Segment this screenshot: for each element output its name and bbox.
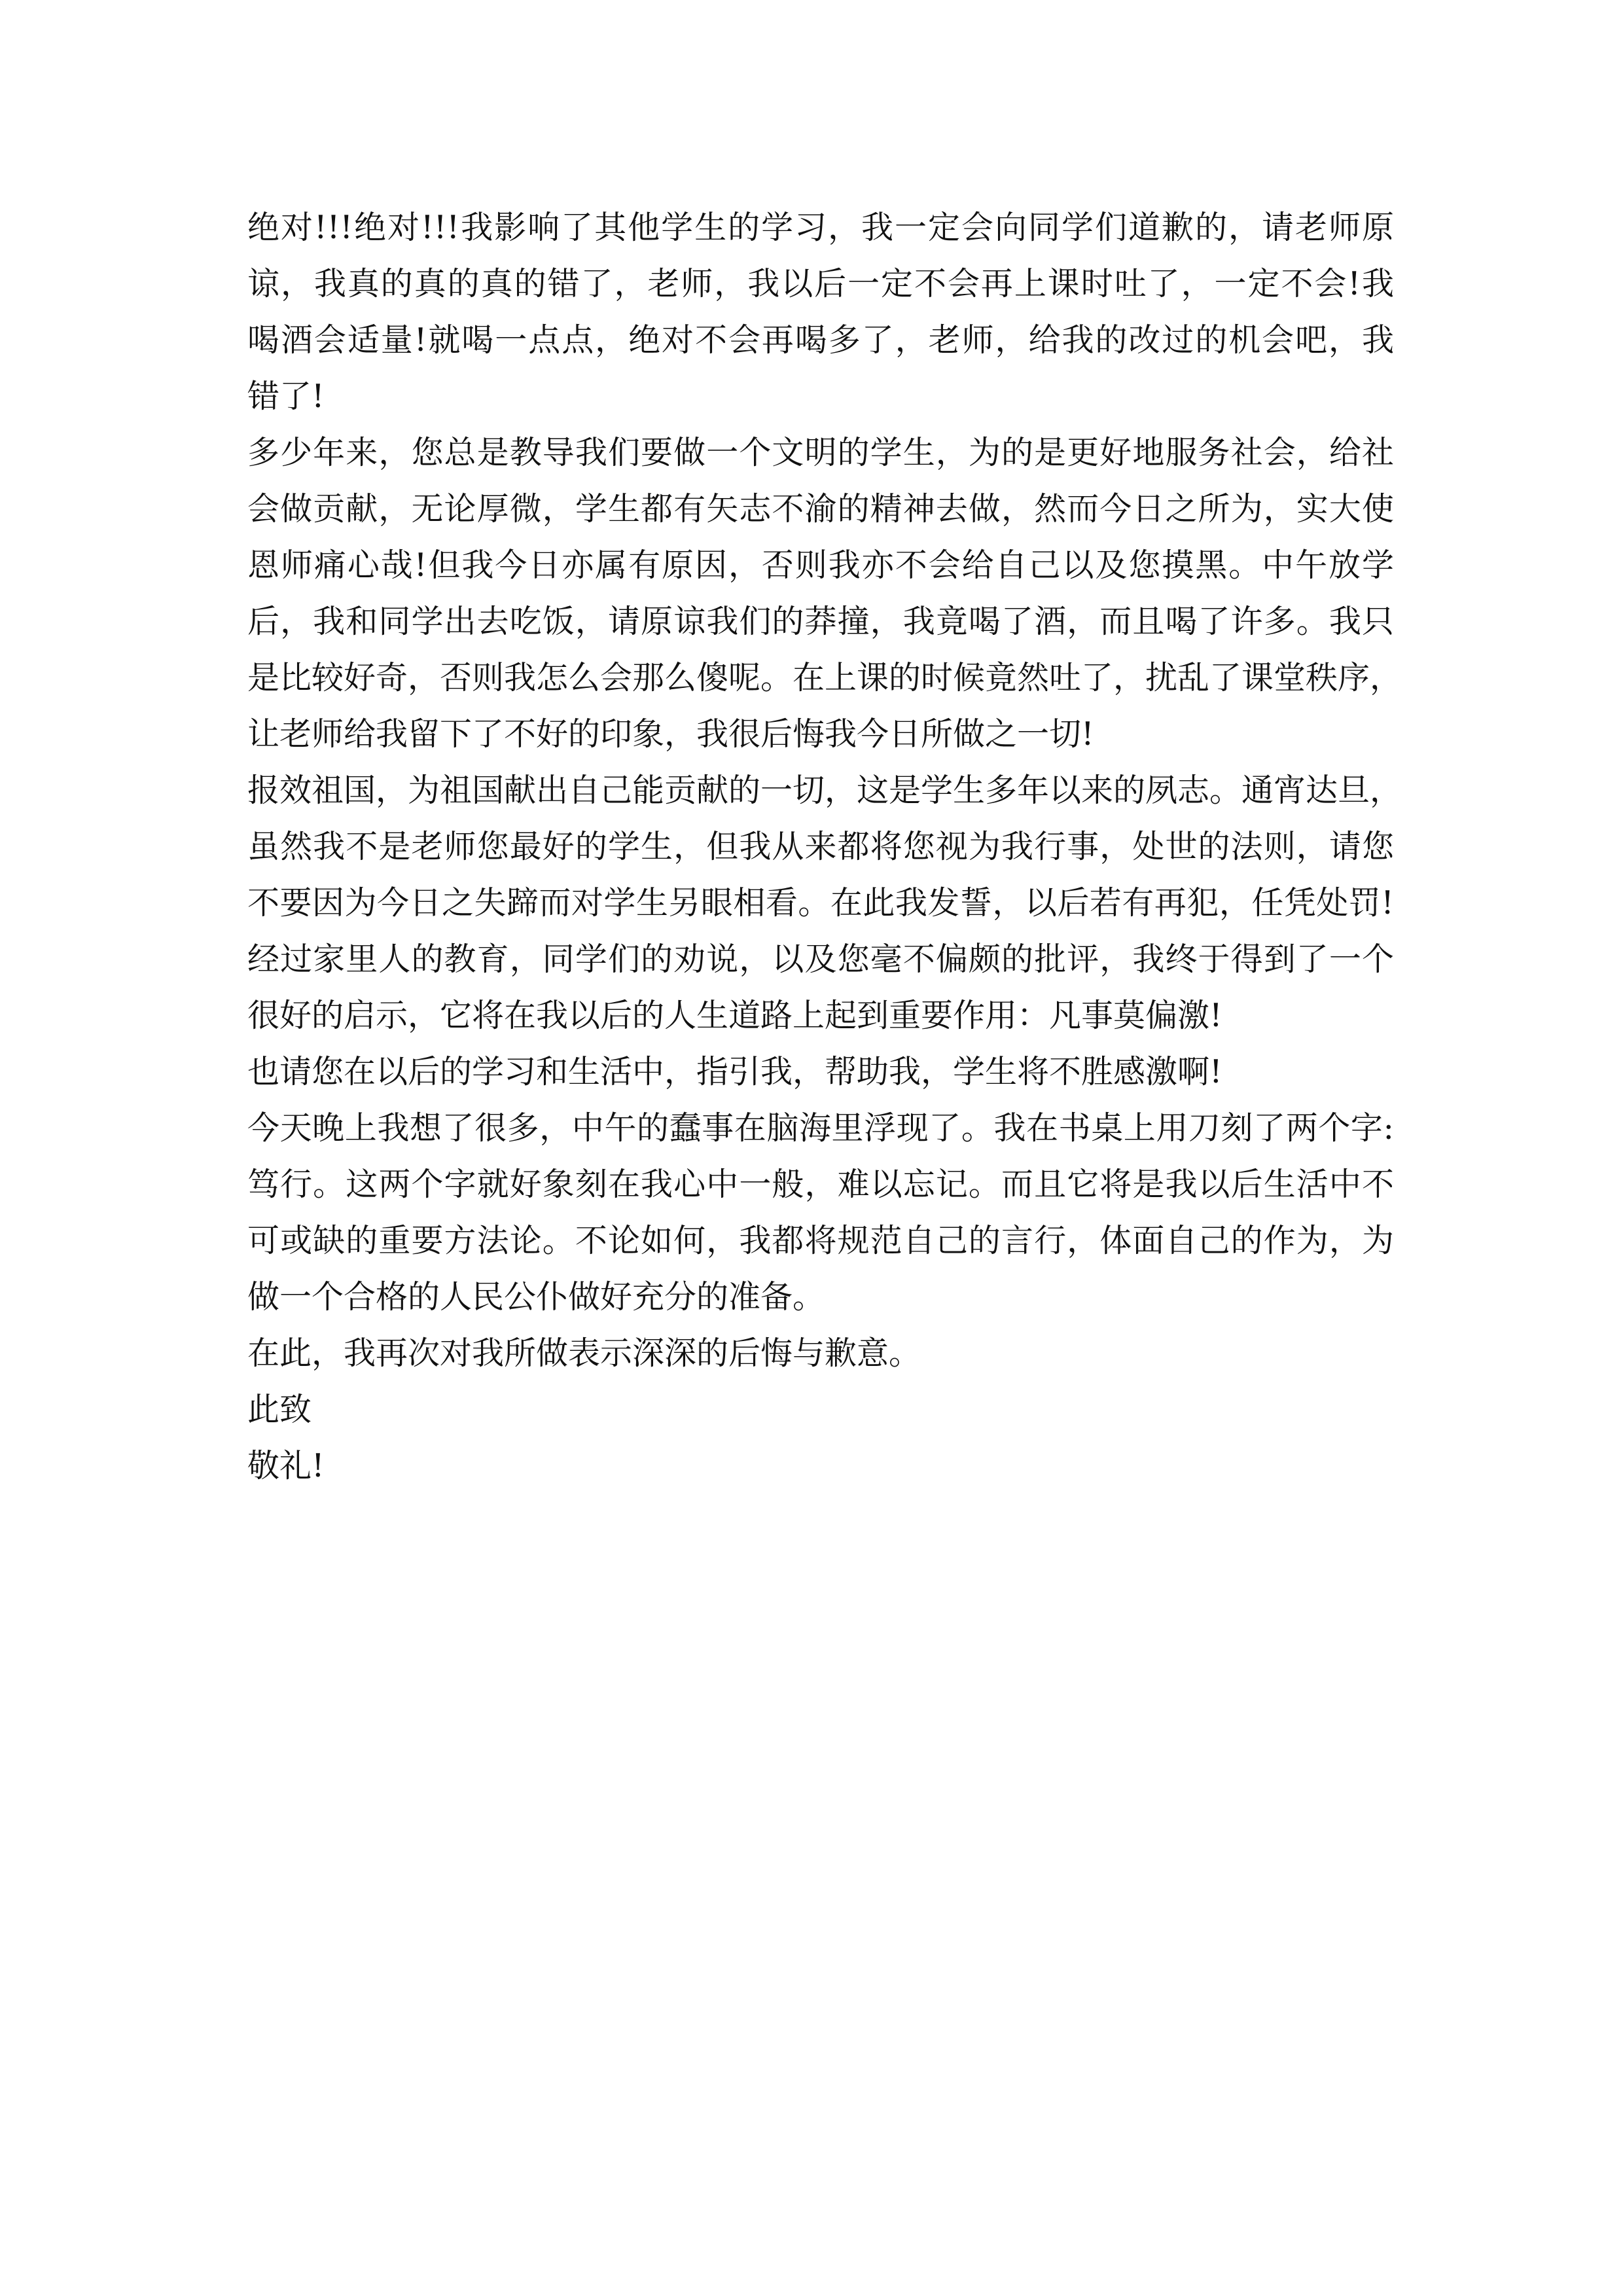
text-line: 笃行。这两个字就好象刻在我心中一般，难以忘记。而且它将是我以后生活中不 xyxy=(247,1166,1394,1203)
text-line: 后，我和同学出去吃饭，请原谅我们的莽撞，我竟喝了酒，而且喝了许多。我只 xyxy=(247,603,1394,640)
text-line: 做一个合格的人民公仆做好充分的准备。 xyxy=(247,1278,825,1316)
text-line: 报效祖国，为祖国献出自己能贡献的一切，这是学生多年以来的夙志。通宵达旦， xyxy=(247,772,1402,809)
text-line: 经过家里人的教育，同学们的劝说，以及您毫不偏颇的批评，我终于得到了一个 xyxy=(247,941,1394,978)
text-line: 让老师给我留下了不好的印象，我很后悔我今日所做之一切! xyxy=(247,715,1094,753)
text-line: 绝对!!!绝对!!!我影响了其他学生的学习，我一定会向同学们道歉的，请老师原 xyxy=(247,209,1394,246)
text-line: 很好的启示，它将在我以后的人生道路上起到重要作用：凡事莫偏激! xyxy=(247,997,1222,1034)
text-line: 谅，我真的真的真的错了，老师，我以后一定不会再上课时吐了，一定不会!我 xyxy=(247,265,1394,302)
closing-salutation: 此致 xyxy=(247,1391,312,1428)
text-line: 在此，我再次对我所做表示深深的后悔与歉意。 xyxy=(247,1335,921,1372)
text-line: 虽然我不是老师您最好的学生，但我从来都将您视为我行事，处世的法则，请您 xyxy=(247,828,1394,865)
text-line: 是比较好奇，否则我怎么会那么傻呢。在上课的时候竟然吐了，扰乱了课堂秩序， xyxy=(247,659,1402,696)
text-line: 恩师痛心哉!但我今日亦属有原因，否则我亦不会给自己以及您摸黑。中午放学 xyxy=(247,547,1394,584)
closing-regards: 敬礼! xyxy=(247,1447,325,1484)
text-line: 不要因为今日之失蹄而对学生另眼相看。在此我发誓，以后若有再犯，任凭处罚! xyxy=(247,884,1394,922)
text-line: 会做贡献，无论厚微，学生都有矢志不渝的精神去做，然而今日之所为，实大使 xyxy=(247,490,1394,528)
text-line: 喝酒会适量!就喝一点点，绝对不会再喝多了，老师，给我的改过的机会吧，我 xyxy=(247,321,1394,359)
text-line: 错了! xyxy=(247,378,325,415)
text-line: 也请您在以后的学习和生活中，指引我，帮助我，学生将不胜感激啊! xyxy=(247,1053,1222,1090)
text-line: 今天晚上我想了很多，中午的蠢事在脑海里浮现了。我在书桌上用刀刻了两个字: xyxy=(247,1109,1394,1147)
text-line: 可或缺的重要方法论。不论如何，我都将规范自己的言行，体面自己的作为，为 xyxy=(247,1222,1394,1259)
text-line: 多少年来，您总是教导我们要做一个文明的学生，为的是更好地服务社会，给社 xyxy=(247,434,1394,471)
